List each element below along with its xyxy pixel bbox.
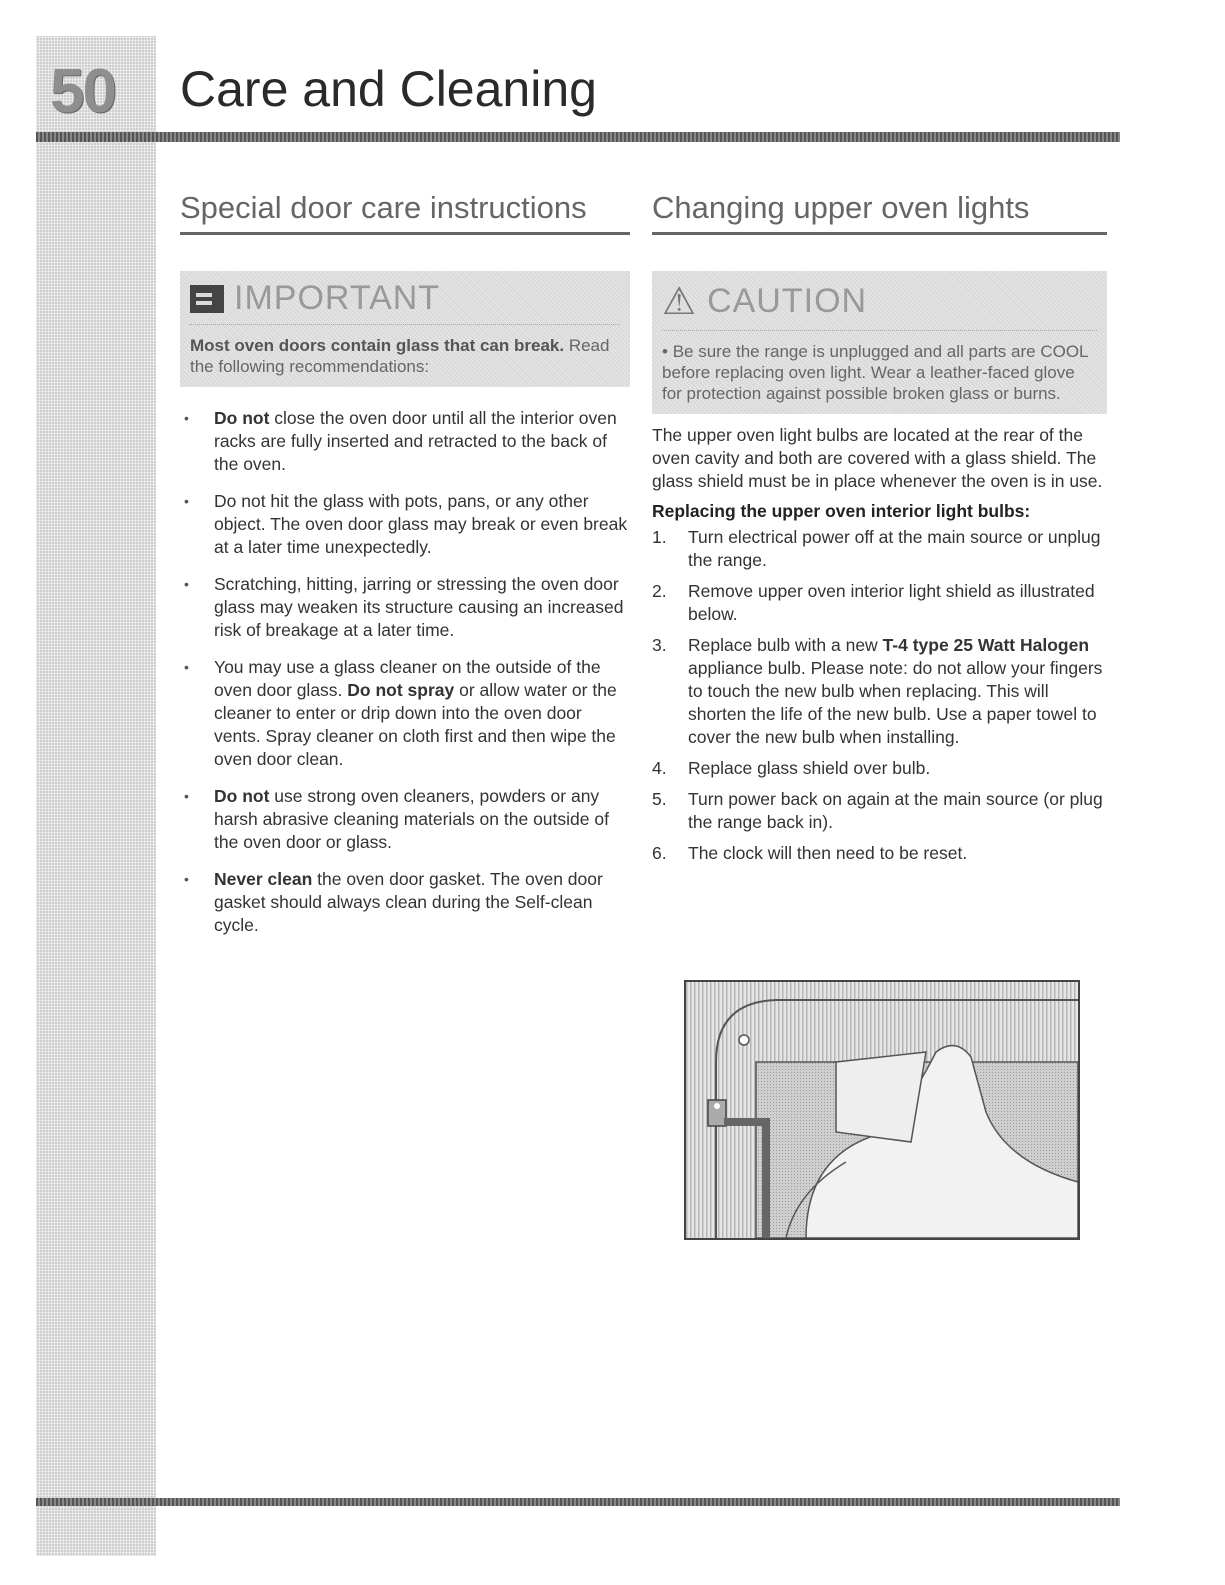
list-item bbox=[180, 656, 630, 771]
replacement-steps-list bbox=[652, 526, 1107, 865]
important-text bbox=[190, 335, 620, 377]
step-text: Turn electrical power off at the main source or unplug the range. bbox=[688, 527, 1101, 570]
list-item bbox=[180, 868, 630, 937]
footer-rule bbox=[36, 1498, 1120, 1506]
step-text: Remove upper oven interior light shield as illustrated below. bbox=[688, 581, 1095, 624]
list-item bbox=[652, 842, 1107, 865]
bullet-text: the oven door gasket. The oven door gasket should always clean during the Self-clean cycle. bbox=[214, 869, 603, 935]
important-text-bold: Most oven doors contain glass that can break. bbox=[190, 336, 565, 355]
step-text-rest: appliance bulb. Please note: do not allow your fingers to touch the new bulb when replacing. This will shorten the life of the new bulb. Use a paper towel to cover the new bulb when installing. bbox=[688, 658, 1103, 747]
steps-heading: Replacing the upper oven interior light bulbs: bbox=[652, 501, 1031, 521]
important-label: IMPORTANT bbox=[234, 279, 441, 317]
door-care-bullet-list bbox=[180, 407, 630, 937]
page-title: Care and Cleaning bbox=[180, 61, 597, 117]
step-text: The clock will then need to be reset. bbox=[688, 843, 968, 863]
step-text-pre: Replace bulb with a new bbox=[688, 635, 883, 655]
bullet-text: close the oven door until all the interior oven racks are fully inserted and retracted to the back of the oven. bbox=[214, 408, 617, 474]
bullet-text: You may use a glass cleaner on the outside of the oven door glass. bbox=[214, 657, 601, 700]
bullet-bold: Do not bbox=[214, 408, 270, 428]
bullet-bold: Never clean bbox=[214, 869, 313, 889]
section-heading-door-care: Special door care instructions bbox=[180, 190, 630, 235]
list-item bbox=[180, 785, 630, 854]
bullet-bold: Do not bbox=[214, 786, 270, 806]
oven-lights-column bbox=[652, 190, 1107, 873]
important-callout bbox=[180, 271, 630, 387]
step-number: 3. bbox=[652, 635, 667, 655]
bullet-text: or allow water or the cleaner to enter or drip down into the oven door vents. Spray cleaner on cloth first and then wipe the oven door clean. bbox=[214, 680, 617, 769]
bullet-text: Do not hit the glass with pots, pans, or any other object. The oven door glass may break or even break at a later time unexpectedly. bbox=[214, 491, 628, 557]
list-item bbox=[180, 490, 630, 559]
oven-lights-intro: The upper oven light bulbs are located at the rear of the oven cavity and both are covered with a glass shield. The glass shield must be in place whenever the oven is in use. bbox=[652, 425, 1103, 491]
step-number: 4. bbox=[652, 758, 667, 778]
bullet-bold: Do not spray bbox=[347, 680, 455, 700]
list-item bbox=[652, 788, 1107, 834]
list-item bbox=[652, 634, 1107, 749]
step-text: Replace glass shield over bulb. bbox=[688, 758, 931, 778]
step-number: 1. bbox=[652, 527, 667, 547]
bullet-text: Scratching, hitting, jarring or stressing the oven door glass may weaken its structure causing an increased risk of breakage at a later time. bbox=[214, 574, 624, 640]
light-shield-drawing bbox=[686, 982, 1078, 1238]
caution-callout bbox=[652, 271, 1107, 414]
door-care-column bbox=[180, 190, 630, 951]
step-text-bold: T-4 type 25 Watt Halogen bbox=[882, 635, 1090, 655]
important-arrow-icon bbox=[190, 285, 224, 313]
step-number: 5. bbox=[652, 789, 667, 809]
list-item bbox=[180, 407, 630, 476]
step-text: Turn power back on again at the main source (or plug the range back in). bbox=[688, 789, 1103, 832]
page-sidebar-band bbox=[36, 36, 156, 1556]
step-number: 2. bbox=[652, 581, 667, 601]
page-number: 50 bbox=[50, 57, 115, 126]
warning-triangle-icon: ⚠ bbox=[662, 281, 698, 323]
important-title bbox=[190, 279, 620, 325]
caution-text-body: Be sure the range is unplugged and all parts are COOL before replacing oven light. Wear a leather-faced glove for protection against possible broken glass or burns. bbox=[662, 342, 1088, 403]
important-text-rest: Read the following recommendations: bbox=[190, 336, 610, 376]
header-rule bbox=[36, 132, 1120, 142]
list-item bbox=[652, 526, 1107, 572]
list-item bbox=[652, 580, 1107, 626]
caution-label: CAUTION bbox=[707, 282, 868, 320]
list-item bbox=[652, 757, 1107, 780]
step-number: 6. bbox=[652, 843, 667, 863]
list-item bbox=[180, 573, 630, 642]
bullet-text: use strong oven cleaners, powders or any harsh abrasive cleaning materials on the outside of the oven door or glass. bbox=[214, 786, 609, 852]
section-heading-oven-lights: Changing upper oven lights bbox=[652, 190, 1107, 235]
caution-text: • Be sure the range is unplugged and all parts are COOL before replacing oven light. Wear a leather-faced glove for protection against possible broken glass or burns. bbox=[662, 342, 1088, 403]
step-text bbox=[688, 634, 1107, 749]
caution-title bbox=[662, 279, 1097, 331]
light-shield-illustration bbox=[684, 980, 1080, 1240]
